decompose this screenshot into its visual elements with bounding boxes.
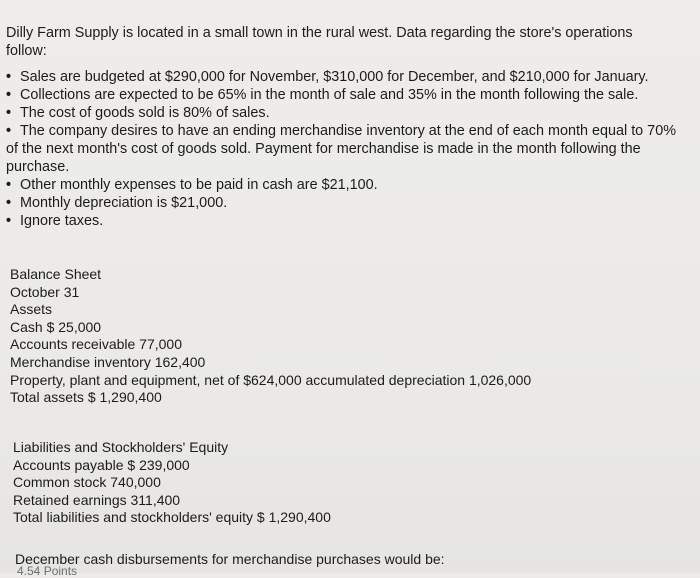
common-stock-line: Common stock 740,000 bbox=[13, 474, 161, 491]
list-item: • Other monthly expenses to be paid in cash are $21,100. bbox=[6, 177, 378, 193]
accounts-payable-line: Accounts payable $ 239,000 bbox=[13, 456, 190, 473]
cash-line: Cash $ 25,000 bbox=[10, 318, 102, 335]
bullet-icon: • bbox=[6, 177, 12, 193]
bullet-icon: • bbox=[6, 213, 12, 229]
balance-sheet bbox=[10, 266, 610, 407]
liabilities-heading: Liabilities and Stockholders' Equity bbox=[13, 439, 229, 455]
list-item: • The company desires to have an ending merchandise inventory at the end of each month equal to 70% of the next month's cost of goods sold. Payment for merchandise is made in the month following the purchase. bbox=[6, 123, 676, 175]
bullet-icon: • bbox=[6, 87, 12, 103]
intro-paragraph: Dilly Farm Supply is located in a small town in the rural west. Data regarding the store's operations follow: bbox=[6, 25, 633, 59]
retained-earnings-line: Retained earnings 311,400 bbox=[13, 491, 181, 508]
bullet-icon: • bbox=[6, 123, 12, 139]
balance-sheet-date: October 31 bbox=[10, 283, 80, 300]
question-text: December cash disbursements for merchandise purchases would be: bbox=[15, 551, 445, 567]
bullet-icon: • bbox=[6, 105, 12, 121]
merchandise-inventory-line: Merchandise inventory 162,400 bbox=[10, 353, 206, 370]
ppe-line: Property, plant and equipment, net of $624,000 accumulated depreciation 1,026,000 bbox=[10, 371, 532, 388]
points-label: 4.54 Points bbox=[17, 564, 78, 578]
list-item: • Monthly depreciation is $21,000. bbox=[6, 195, 228, 211]
list-item: • The cost of goods sold is 80% of sales. bbox=[6, 105, 270, 121]
accounts-receivable-line: Accounts receivable 77,000 bbox=[10, 336, 182, 353]
total-assets-line: Total assets $ 1,290,400 bbox=[10, 389, 162, 406]
balance-sheet-title: Balance Sheet bbox=[10, 266, 102, 282]
assets-heading: Assets bbox=[10, 301, 53, 318]
bullet-icon: • bbox=[6, 195, 12, 211]
total-liabilities-line: Total liabilities and stockholders' equity $ 1,290,400 bbox=[13, 509, 331, 526]
liabilities-section bbox=[13, 439, 613, 527]
bullet-icon: • bbox=[6, 69, 12, 85]
list-item: • Ignore taxes. bbox=[6, 213, 104, 229]
assumptions-list bbox=[6, 68, 686, 230]
list-item: • Sales are budgeted at $290,000 for November, $310,000 for December, and $210,000 for January. bbox=[6, 69, 649, 85]
list-item: • Collections are expected to be 65% in the month of sale and 35% in the month following the sale. bbox=[6, 87, 639, 103]
